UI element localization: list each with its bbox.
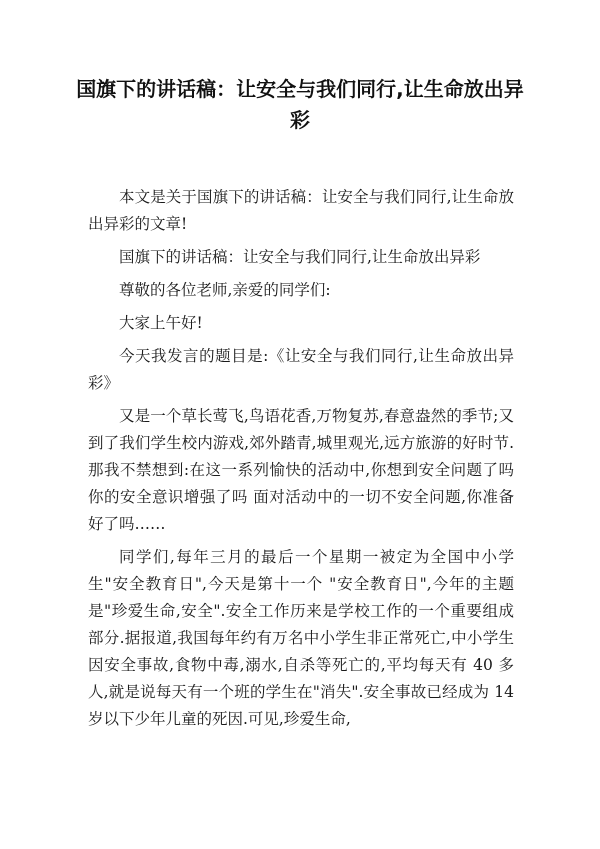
paragraph-safety-day: 同学们,每年三月的最后一个星期一被定为全国中小学生"安全教育日",今天是第十一个 "安全教育日",今年的主题是"珍爱生命,安全".安全工作历来是学校工作的一个重要组成部分.据报道,我国每年约有万名中小学生非正常死亡,中小学生因安全事故,食物中毒,溺水,自杀等死亡的,平均每天有 40 多人,就是说每天有一个班的学生在"消失".安全事故已经成为 14 岁以下少年儿童的死因.可见,珍爱生命,: [88, 548, 514, 728]
document-body: [88, 184, 514, 739]
paragraph-intro: 本文是关于国旗下的讲话稿：让安全与我们同行,让生命放出异彩的文章!: [88, 188, 514, 233]
paragraph-topic: 今天我发言的题目是:《让安全与我们同行,让生命放出异彩》: [88, 347, 514, 392]
document-title: 国旗下的讲话稿：让安全与我们同行,让生命放出异彩: [76, 77, 524, 132]
paragraph-season: 又是一个草长莺飞,鸟语花香,万物复苏,春意盎然的季节;又到了我们学生校内游戏,郊外踏青,城里观光,远方旅游的好时节.那我不禁想到:在这一系列愉快的活动中,你想到安全问题了吗 你的安全意识增强了吗 面对活动中的一切不安全问题,你准备好了吗……: [88, 407, 514, 533]
paragraph-heading: 国旗下的讲话稿：让安全与我们同行,让生命放出异彩: [119, 248, 481, 266]
paragraph-salutation: 尊敬的各位老师,亲爱的同学们:: [119, 281, 331, 299]
paragraph-greeting: 大家上午好!: [119, 314, 203, 332]
